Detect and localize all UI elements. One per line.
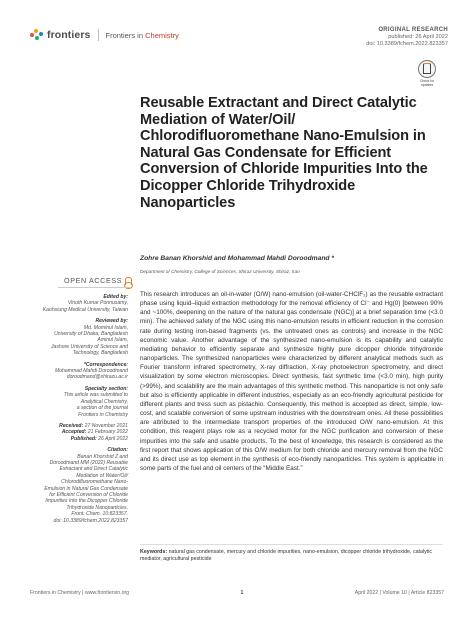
article-info-sidebar [18,294,128,529]
edited-by-label: Edited by: [103,294,128,300]
doi-link[interactable]: doi: 10.3389/fchem.2022.823357 [366,41,448,47]
article-title: Reusable Extractant and Direct Catalytic Mediation of Water/Oil/ Chlorodifluoromethane Nano-Emulsion in Natural Gas Condensate for Efficient Conversion of Chloride Impurities Into the Dicopper Chloride Trihydroxide Nanoparticles [140,95,428,211]
crossmark-badge[interactable] [418,60,436,87]
footer-volume: April 2022 | Volume 10 | Article 823357 [354,590,444,596]
brand-name: frontiers [47,29,91,41]
received-date: Received: 27 November 2021 [59,422,128,429]
page-number: 1 [240,590,244,596]
frontiers-logo-icon [30,29,44,41]
header-divider [98,29,99,41]
open-access-badge [64,276,132,285]
editor: Vinoth Kumar Ponnusamy, Kaohsiung Medical University, Taiwan [42,300,128,313]
keywords [140,549,443,563]
crossmark-label: Check for updates [419,79,435,87]
article-type: ORIGINAL RESEARCH [378,27,448,33]
edited-by-block [18,294,128,313]
keywords-label: Keywords: [140,549,168,555]
authors[interactable]: Zohre Banan Khorshid and Mohammad Mahdi Doroodmand * [140,255,334,262]
abstract: This research introduces an oil-in-water (O/W) nano-emulsion (oil-water-CHClF₂) as the reusable extractant phase using liquid–liquid extraction methodology for the removal efficiency of Cl⁻ and Hg(0) [between 90% and ~100%, deepening on the nature of the natural gas condensate (NGC)] at a brief separation time (<3.0 min). The achieved safety of the NGC using this nano-emulsion results in efficient reduction in the corrosion rate during testing iron-based fragments (vs. the untreated ones as controls) and increase in the NGC economic value. Another advantage of the synthesized nano-emulsion is its capability and catalytic mediating behavior to efficiently separate and synthesize highly pure dicopper chloride trihydroxide nanoparticles. The synthesized nanoparticles were characterized by different analytical methods such as Fourier transform infrared spectrometry, X-ray diffraction, X-ray photoelectron spectrometry, and direct visualization by some electron microscopies. Direct synthesis, fast synthetic time (<3.0 min), high purity (>99%), and scalability are the main advantages of this synthetic method. This nanoparticle is not only safe but also is efficiently applicable in different industries, especially as an eco-friendly agricultural pesticide for different plants and tress such as pistachio. Consequently, this method is accepted as direct, simple, low-cost, and scalable conversion of some upstream industries with the downstream ones. All these possibilities are attributed to the intermediate transport properties of the introduced O/W nano-emulsion. At this condition, this reagent plays role as a recycled motor for the NGC purification and conversion of these impurities into the safe and usable products. To the best of knowledge, this research is considered as the first report that shows application of this O/W medium for both chloride and mercury removal from the NGC and its direct use as top element in the synthesis of eco-friendly nanoparticles. This system is applicable in some parts of the fuel and oil centers of the “Middle East.” [140,291,443,472]
article-meta [366,27,448,48]
journal-title[interactable]: Frontiers in Chemistry [105,30,179,40]
specialty-text: This article was submitted to Analytical Chemistry, a section of the journal Frontiers in Chemistry [63,392,128,418]
dates-block [18,423,128,442]
keywords-list: natural gas condensate, mercury and chloride impurities, nano-emulsion, dicopper chloride trihydroxide, catalytic mediator, agricultural pesticide [140,549,433,562]
keywords-divider [140,544,443,545]
journal-header [30,29,179,41]
published-date: published: 26 April 2022 [388,34,448,40]
reviewers: Md. Mominul Islam, University of Dhaka, Bangladesh Aminul Islam, Jashore University of Science and Technology, Bangladesh [50,324,128,357]
citation-text: Banan Khorshid Z and Doroodmand MM (2022) Reusable Extractant and Direct Catalytic Mediation of Water/Oil/ Chlorodifluoromethane Nano- Emulsion in Natural Gas Condensate for Efficient Conversion of Chloride Impurities Into the Dicopper Chloride Trihydroxide Nanoparticles. Front. Chem. 10:823357. doi: 10.3389/fchem.2022.823357 [44,453,128,524]
reviewed-by-label: Reviewed by: [95,318,128,325]
footer-journal[interactable]: Frontiers in Chemistry | www.frontiersin.org [30,590,130,596]
check-for-updates-icon [418,60,436,78]
citation-block [18,447,128,524]
affiliation: Department of Chemistry, College of Sciences, Shiraz University, Shiraz, Iran [140,269,300,274]
open-lock-icon [125,277,132,285]
sidebar-divider [58,287,131,288]
specialty-block [18,386,128,418]
published-date-sidebar: Published: 26 April 2022 [70,435,128,442]
open-access-label: OPEN ACCESS [64,276,123,285]
accepted-date: Accepted: 21 February 2022 [61,429,128,436]
correspondence-block [18,362,128,381]
correspondence-email[interactable]: Mohammad Mahdi Doroodmand doroodmand@shirazu.ac.ir [54,368,128,381]
specialty-label: Specialty section: [84,385,128,392]
citation-label: Citation: [107,447,128,454]
correspondence-label: *Correspondence: [83,361,128,368]
reviewed-by-block [18,318,128,356]
page-footer [30,590,444,596]
